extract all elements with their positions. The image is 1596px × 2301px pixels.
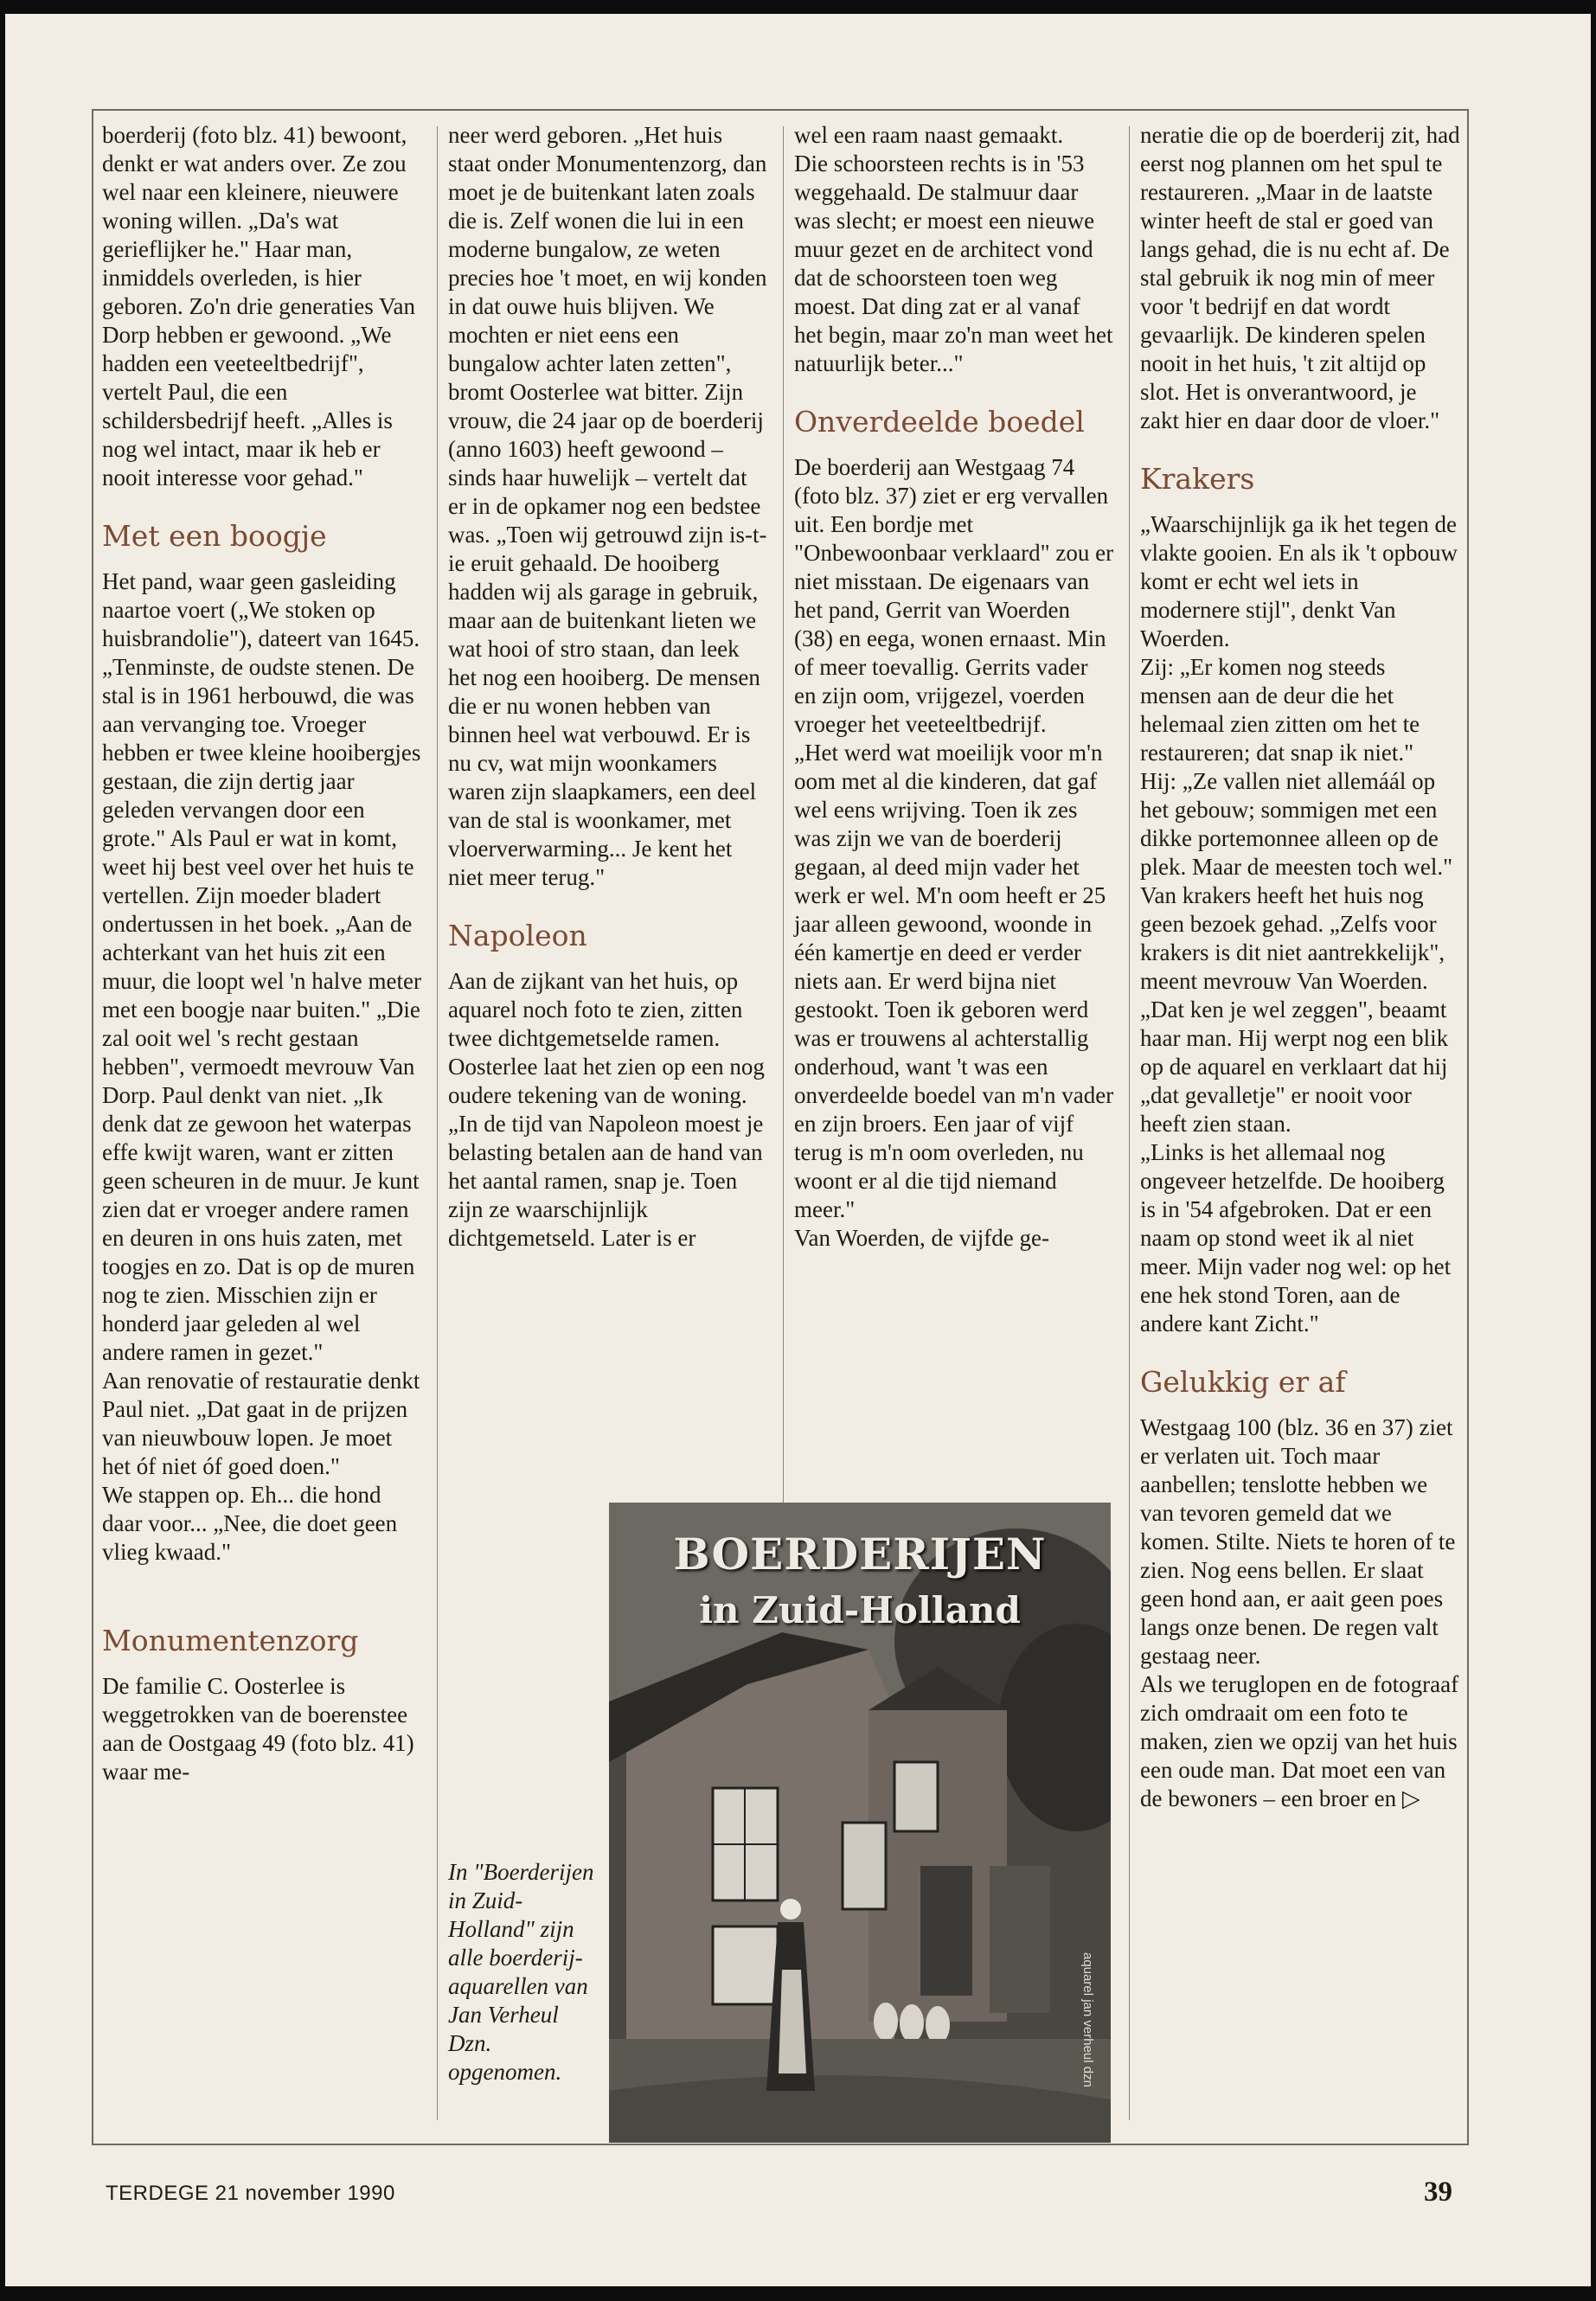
paragraph: Als we teruglopen en de fotograaf zich omdraait om een foto te maken, zien we opzij van het huis een oude man. Dat moet een van de bewoners – een broer en ▷ [1140,1671,1459,1811]
paragraph: De boerderij aan Westgaag 74 (foto blz. 37) ziet er erg vervallen uit. Een bordje met "Onbewoonbaar verklaard" zou er niet misstaan. De eigenaars van het pand, Gerrit van Woerden (38) en eega, wonen ernaast. Min of meer toevallig. Gerrits vader en zijn oom, vrijgezel, voerden vroeger het veeteeltbedrijf. [794,454,1114,737]
paragraph: „Waarschijnlijk ga ik het tegen de vlakte gooien. En als ik 't opbouw komt er echt wel iets in modernere stijl", denkt Van Woerden. [1140,511,1458,651]
section-heading: Onverdeelde boedel [794,405,1085,439]
section-heading: Met een boogje [102,519,327,553]
section-heading: Napoleon [448,919,587,952]
paragraph: neratie die op de boerderij zit, had eerst nog plannen om het spul te restaureren. „Maar in de laatste winter heeft de stal er goed van langs gehad, die is nu echt af. De stal gebruik ik nog min of meer voor 't bedrijf en dat wordt gevaarlijk. De kinderen spelen nooit in het huis, 't zit altijd op slot. Het is onverantwoord, je zakt hier en daar door de vloer." [1140,122,1460,433]
paragraph: Die schoorsteen rechts is in '53 weggehaald. De stalmuur daar was slecht; er moest een nieuwe muur gezet en de architect vond dat de schoorsteen toen weg moest. Dat ding zat er al vanaf het begin, maar zo'n man weet het natuurlijk beter..." [794,151,1113,376]
paragraph: neer werd geboren. „Het huis staat onder Monumentenzorg, dan moet je de buitenkant laten zoals die is. Zelf wonen die lui in een moderne bungalow, ze weten precies hoe 't moet, en wij konden in dat ouwe huis blijven. We mochten er niet eens een bungalow achter laten zetten", bromt Oosterlee wat bitter. Zijn vrouw, die 24 jaar op de boerderij (anno 1603) heeft gewoond – sinds haar huwelijk – vertelt dat er in de opkamer nog een bedstee was. „Toen wij getrouwd zijn is-t-ie eruit gehaald. De hooiberg hadden wij als garage in gebruik, maar aan de buitenkant lieten we wat hooi of stro staan, dan leek het nog een hooiberg. De mensen die er nu wonen hebben van binnen heel wat verbouwd. Er is nu cv, wat mijn woonkamers waren zijn slaapkamers, een deel van de stal is woonkamer, met vloerverwarming... Je kent het niet meer terug." [448,122,767,890]
paragraph: Van krakers heeft het huis nog geen bezoek gehad. „Zelfs voor krakers is dit niet aantrekkelijk", meent mevrouw Van Woerden. „Dat ken je wel zeggen", beaamt haar man. Hij werpt nog een blik op de aquarel en verklaart dat hij „dat gevalletje" er nooit voor heeft zien staan. [1140,882,1449,1137]
column-rule [437,126,438,2120]
paragraph: „Het werd wat moeilijk voor m'n oom met al die kinderen, dat gaf wel eens wrijving. Toen ik zes was zijn we van de boerderij gegaan, al deed mijn vader het werk er wel. M'n oom heeft er 25 jaar alleen gewoond, woonde in één kamertje en deed er verder niets aan. Er werd bijna niet gestookt. Toen ik geboren werd was er trouwens al achterstallig onderhoud, want 't was een onverdeelde boedel van m'n vader en zijn broers. Een jaar of vijf terug is m'n oom overleden, nu woont er al die tijd niemand meer." [794,740,1114,1222]
paragraph: wel een raam naast gemaakt. [794,122,1064,148]
article-column-1 [102,121,422,1786]
paragraph: Westgaag 100 (blz. 36 en 37) ziet er verlaten uit. Toch maar aanbellen; tenslotte hebben we van tevoren gemeld dat we komen. Stilte. Niets te horen of te zien. Nog eens bellen. Er slaat geen hond aan, er aait geen poes langs onze benen. De regen valt gestaag neer. [1140,1414,1456,1669]
article-column-4 [1140,121,1460,1813]
paragraph: boerderij (foto blz. 41) bewoont, denkt er wat anders over. Ze zou wel naar een kleinere, nieuwere woning willen. „Da's wat gerieflijker he." Haar man, inmiddels overleden, is hier geboren. Zo'n drie generaties Van Dorp hebben er gewoond. „We hadden een veeteeltbedrijf", vertelt Paul, die een schildersbedrijf heeft. „Alles is nog wel intact, maar ik heb er nooit interesse voor gehad." [102,122,415,490]
section-heading: Krakers [1140,462,1255,496]
paragraph: Zij: „Er komen nog steeds mensen aan de deur die het helemaal zien zitten om het te restaureren; dat snap ik niet." [1140,654,1420,766]
section-heading: Monumentenzorg [102,1624,359,1657]
section-heading: Gelukkig er af [1140,1365,1346,1399]
paragraph: De familie C. Oosterlee is weggetrokken van de boerenstee aan de Oostgaag 49 (foto blz. 41) waar me- [102,1673,414,1785]
article-column-2 [448,121,768,1253]
book-cover-illustration [609,1503,1111,2143]
illustration-caption: In "Boerderijen in Zuid-Holland" zijn alle boerderij-aquarellen van Jan Verheul Dzn. opgenomen. [448,1859,594,2085]
paragraph: We stappen op. Eh... die hond daar voor... „Nee, die doet geen vlieg kwaad." [102,1482,398,1565]
illustration-credit: aquarel jan verheul dzn [1080,1952,1095,2087]
publication-footer: TERDEGE 21 november 1990 [106,2182,395,2205]
illustration-subtitle: in Zuid-Holland [699,1589,1021,1631]
illustration-title: BOERDERIJEN [673,1529,1047,1580]
column-rule [1129,126,1130,2120]
paragraph: Van Woerden, de vijfde ge- [794,1225,1049,1251]
article-column-3 [794,121,1114,1253]
paragraph: Hij: „Ze vallen niet allemáál op het gebouw; sommigen met een dikke portemonnee alleen op de plek. Maar de meesten toch wel." [1140,768,1453,880]
paragraph: Aan renovatie of restauratie denkt Paul niet. „Dat gaat in de prijzen van nieuwbouw lopen. Je moet het óf niet óf goed doen." [102,1368,420,1479]
paragraph: „Links is het allemaal nog ongeveer hetzelfde. De hooiberg is in '54 afgebroken. Dat er een naam op stond weet ik al niet meer. Mijn vader nog wel: op het ene hek stond Toren, aan de andere kant Zicht." [1140,1139,1452,1336]
page-number: 39 [1424,2176,1452,2208]
paragraph: Aan de zijkant van het huis, op aquarel noch foto te zien, zitten twee dichtgemetselde ramen. Oosterlee laat het zien op een nog oudere tekening van de woning. „In de tijd van Napoleon moest je belasting betalen aan de hand van het aantal ramen, snap je. Toen zijn ze waarschijnlijk dichtgemetseld. Later is er [448,968,765,1251]
paragraph: Het pand, waar geen gasleiding naartoe voert („We stoken op huisbrandolie"), dateert van 1645. „Tenminste, de oudste stenen. De stal is in 1961 herbouwd, die was aan vervanging toe. Vroeger hebben er twee kleine hooibergjes gestaan, die zijn dertig jaar geleden vervangen door een grote." Als Paul er wat in komt, weet hij best veel over het huis te vertellen. Zijn moeder bladert ondertussen in het boek. „Aan de achterkant van het huis zit een muur, die loopt wel 'n halve meter met een boogje naar buiten." „Die zal ooit wel 's recht gestaan hebben", vermoedt mevrouw Van Dorp. Paul denkt van niet. „Ik denk dat ze gewoon het waterpas effe kwijt waren, want er zitten geen scheuren in de muur. Je kunt zien dat er vroeger andere ramen en deuren in ons huis zaten, met toogjes en zo. Dat is op de muren nog te zien. Misschien zijn er honderd jaar geleden al wel andere ramen in gezet." [102,568,421,1365]
